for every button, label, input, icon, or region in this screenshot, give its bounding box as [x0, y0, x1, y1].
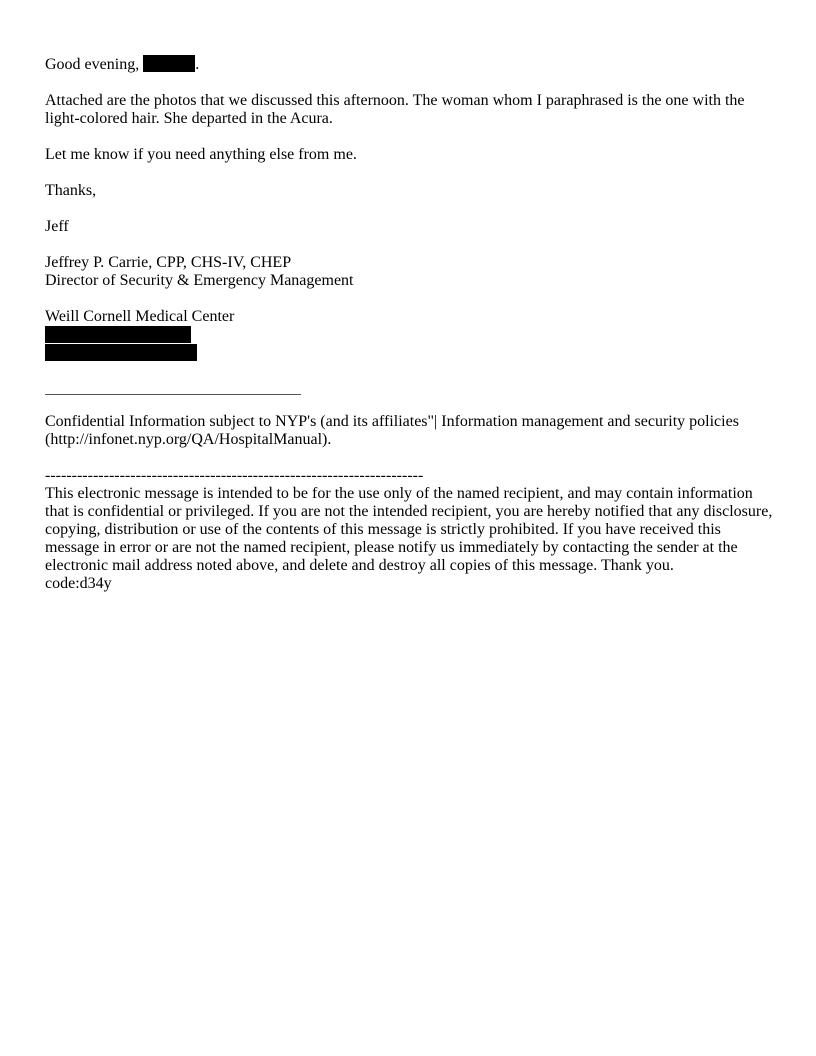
signature-name: Jeffrey P. Carrie, CPP, CHS-IV, CHEP — [45, 254, 292, 271]
greeting-suffix: . — [195, 56, 200, 73]
redacted-address-line-1 — [45, 326, 191, 343]
document-code: code:d34y — [45, 575, 112, 592]
signature-title: Director of Security & Emergency Management — [45, 272, 354, 289]
disclaimer-text: This electronic message is intended to be for the use only of the named recipient, and may contain information that is confidential or privileged. If you are not the intended recipient, you are hereby notified that any disclosure, copying, distribution or use of the contents of this message is strictly prohibited. If you have received this message in error or are not the named recipient, please notify us immediately by contacting the sender at the electronic mail address noted above, and delete and destroy all copies of this message. Thank you. — [45, 485, 773, 574]
redacted-recipient-name — [143, 55, 195, 72]
signature-organization: Weill Cornell Medical Center — [45, 308, 235, 325]
body-paragraph-request: Let me know if you need anything else from me. — [45, 146, 357, 163]
greeting-line — [45, 55, 775, 74]
disclaimer-separator: ----------------------------------------------------------------------- — [45, 467, 424, 484]
redacted-address-line-2 — [45, 344, 197, 361]
email-document — [45, 55, 775, 593]
signature-divider — [45, 394, 301, 395]
body-paragraph-photos: Attached are the photos that we discussed this afternoon. The woman whom I paraphrased is the one with the light-colored hair. She departed in the Acura. — [45, 92, 745, 127]
sender-first-name: Jeff — [45, 218, 69, 235]
confidential-notice: Confidential Information subject to NYP's (and its affiliates"| Information management and security policies (http://infonet.nyp.org/QA/HospitalManual). — [45, 413, 739, 448]
signature-block — [45, 254, 775, 361]
closing-line: Thanks, — [45, 182, 97, 199]
greeting-prefix: Good evening, — [45, 56, 140, 73]
